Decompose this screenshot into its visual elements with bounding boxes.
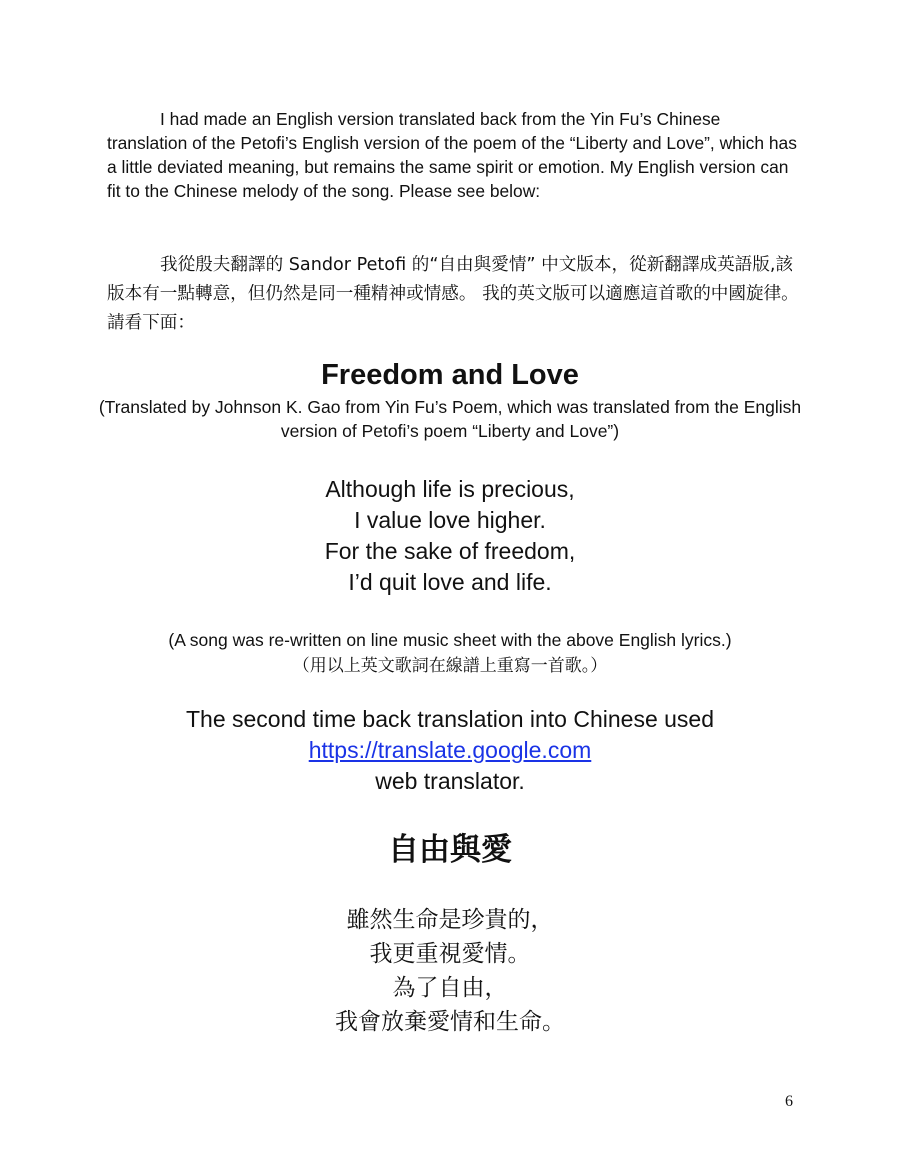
chinese-poem: [0, 903, 900, 1039]
english-poem: [0, 474, 900, 598]
poem-line: For the sake of freedom,: [324, 538, 576, 564]
chinese-poem-line: 為了自由，: [392, 975, 508, 1001]
chinese-poem-line: 我會放棄愛情和生命。: [335, 1009, 565, 1035]
chinese-poem-line: 我更重視愛情。: [369, 941, 531, 967]
second-translation-line: The second time back translation into Chinese used: [185, 706, 715, 732]
chinese-poem-title: 自由與愛: [388, 832, 512, 868]
intro-english-paragraph: I had made an English version translated back from the Yin Fu’s Chinese translation of the Petofi’s English version of the poem of the “Liberty and Love”, which has a little deviated meaning, but remains the same spirit or emotion. My English version can fit to the Chinese melody of the song. Please see below:: [107, 109, 797, 201]
second-translation-line: web translator.: [375, 768, 525, 794]
poem-line: I value love higher.: [354, 507, 546, 533]
song-note: [0, 627, 900, 679]
google-translate-link[interactable]: https://translate.google.com: [308, 737, 592, 763]
page-number: 6: [785, 1093, 793, 1110]
poem-title: Freedom and Love: [321, 359, 579, 391]
song-note-chinese: （用以上英文歌詞在線譜上重寫一首歌。）: [292, 656, 608, 676]
poem-line: I’d quit love and life.: [348, 569, 552, 595]
poem-subtitle: (Translated by Johnson K. Gao from Yin Fu’s Poem, which was translated from the English version of Petofi’s poem “Liberty and Love”): [98, 397, 802, 441]
chinese-poem-line: 雖然生命是珍貴的，: [346, 907, 554, 933]
song-note-english: (A song was re-written on line music sheet with the above English lyrics.): [168, 630, 732, 650]
second-translation-note: [0, 704, 900, 797]
poem-line: Although life is precious,: [325, 476, 575, 502]
intro-chinese-paragraph: 我從殷夫翻譯的 Sandor Petofi 的“自由與愛情” 中文版本，從新翻譯成英語版,該版本有一點轉意，但仍然是同一種精神或情感。 我的英文版可以適應這首歌的中國旋律。 請看下面：: [107, 255, 799, 333]
